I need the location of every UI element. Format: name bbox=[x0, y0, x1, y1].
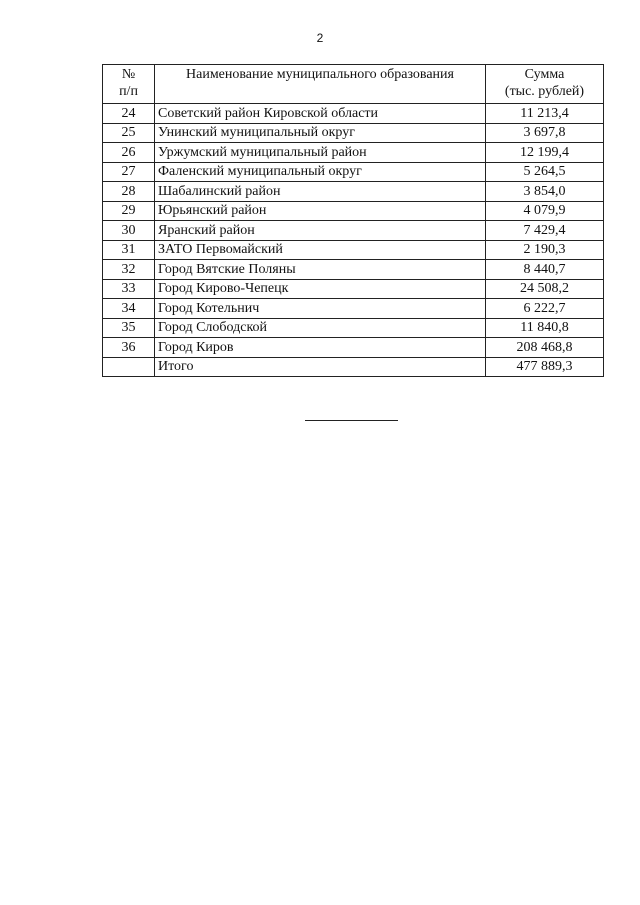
header-row bbox=[103, 65, 604, 104]
table-row bbox=[103, 240, 604, 260]
row-sum-cell: 11 213,4 bbox=[486, 104, 604, 124]
row-number-cell: 34 bbox=[103, 299, 155, 319]
row-name-cell: Город Слободской bbox=[155, 318, 486, 338]
page-number: 2 bbox=[316, 31, 324, 45]
closing-separator-line bbox=[305, 420, 398, 421]
row-name-cell: Унинский муниципальный округ bbox=[155, 123, 486, 143]
row-name-cell: Юрьянский район bbox=[155, 201, 486, 221]
table-row bbox=[103, 182, 604, 202]
header-number-label: № bbox=[121, 67, 136, 82]
row-name-cell: Город Кирово-Чепецк bbox=[155, 279, 486, 299]
row-name-cell: Уржумский муниципальный район bbox=[155, 143, 486, 163]
table-row bbox=[103, 260, 604, 280]
row-name-cell: Город Киров bbox=[155, 338, 486, 358]
row-sum-cell: 477 889,3 bbox=[486, 357, 604, 377]
row-sum-cell: 24 508,2 bbox=[486, 279, 604, 299]
row-number-cell: 35 bbox=[103, 318, 155, 338]
row-number-cell: 36 bbox=[103, 338, 155, 358]
row-number-cell: 24 bbox=[103, 104, 155, 124]
table-row bbox=[103, 318, 604, 338]
row-name-cell: ЗАТО Первомайский bbox=[155, 240, 486, 260]
row-number-cell: 32 bbox=[103, 260, 155, 280]
row-sum-cell: 12 199,4 bbox=[486, 143, 604, 163]
row-sum-cell: 11 840,8 bbox=[486, 318, 604, 338]
header-number-sublabel: п/п bbox=[119, 84, 138, 99]
total-row bbox=[103, 357, 604, 377]
header-sum-label: Сумма bbox=[524, 67, 565, 82]
row-sum-cell: 7 429,4 bbox=[486, 221, 604, 241]
row-number-cell: 29 bbox=[103, 201, 155, 221]
row-sum-cell: 6 222,7 bbox=[486, 299, 604, 319]
row-name-cell: Яранский район bbox=[155, 221, 486, 241]
row-name-cell: Итого bbox=[155, 357, 486, 377]
row-sum-cell: 2 190,3 bbox=[486, 240, 604, 260]
row-number-cell: 31 bbox=[103, 240, 155, 260]
row-name-cell: Город Вятские Поляны bbox=[155, 260, 486, 280]
table-row bbox=[103, 201, 604, 221]
row-sum-cell: 5 264,5 bbox=[486, 162, 604, 182]
row-number-cell: 27 bbox=[103, 162, 155, 182]
table-body bbox=[103, 104, 604, 377]
row-name-cell: Город Котельнич bbox=[155, 299, 486, 319]
row-name-cell: Фаленский муниципальный округ bbox=[155, 162, 486, 182]
row-sum-cell: 4 079,9 bbox=[486, 201, 604, 221]
row-number-cell: 33 bbox=[103, 279, 155, 299]
row-number-cell: 26 bbox=[103, 143, 155, 163]
row-sum-cell: 208 468,8 bbox=[486, 338, 604, 358]
header-name-cell bbox=[155, 65, 486, 104]
row-number-cell: 25 bbox=[103, 123, 155, 143]
row-name-cell: Шабалинский район bbox=[155, 182, 486, 202]
table-row bbox=[103, 299, 604, 319]
table-row bbox=[103, 338, 604, 358]
row-name-cell: Советский район Кировской области bbox=[155, 104, 486, 124]
row-number-cell: 30 bbox=[103, 221, 155, 241]
header-name-label: Наименование муниципального образования bbox=[186, 67, 454, 82]
table-row bbox=[103, 162, 604, 182]
row-sum-cell: 3 854,0 bbox=[486, 182, 604, 202]
row-number-cell: 28 bbox=[103, 182, 155, 202]
header-sum-unit: (тыс. рублей) bbox=[504, 84, 585, 99]
allocation-table bbox=[102, 64, 604, 377]
row-sum-cell: 3 697,8 bbox=[486, 123, 604, 143]
row-sum-cell: 8 440,7 bbox=[486, 260, 604, 280]
table-header bbox=[103, 65, 604, 104]
row-number-cell bbox=[103, 357, 155, 377]
table-row bbox=[103, 279, 604, 299]
header-sum-cell bbox=[486, 65, 604, 104]
table-row bbox=[103, 221, 604, 241]
table-row bbox=[103, 123, 604, 143]
table-row bbox=[103, 143, 604, 163]
table-row bbox=[103, 104, 604, 124]
header-number-cell bbox=[103, 65, 155, 104]
